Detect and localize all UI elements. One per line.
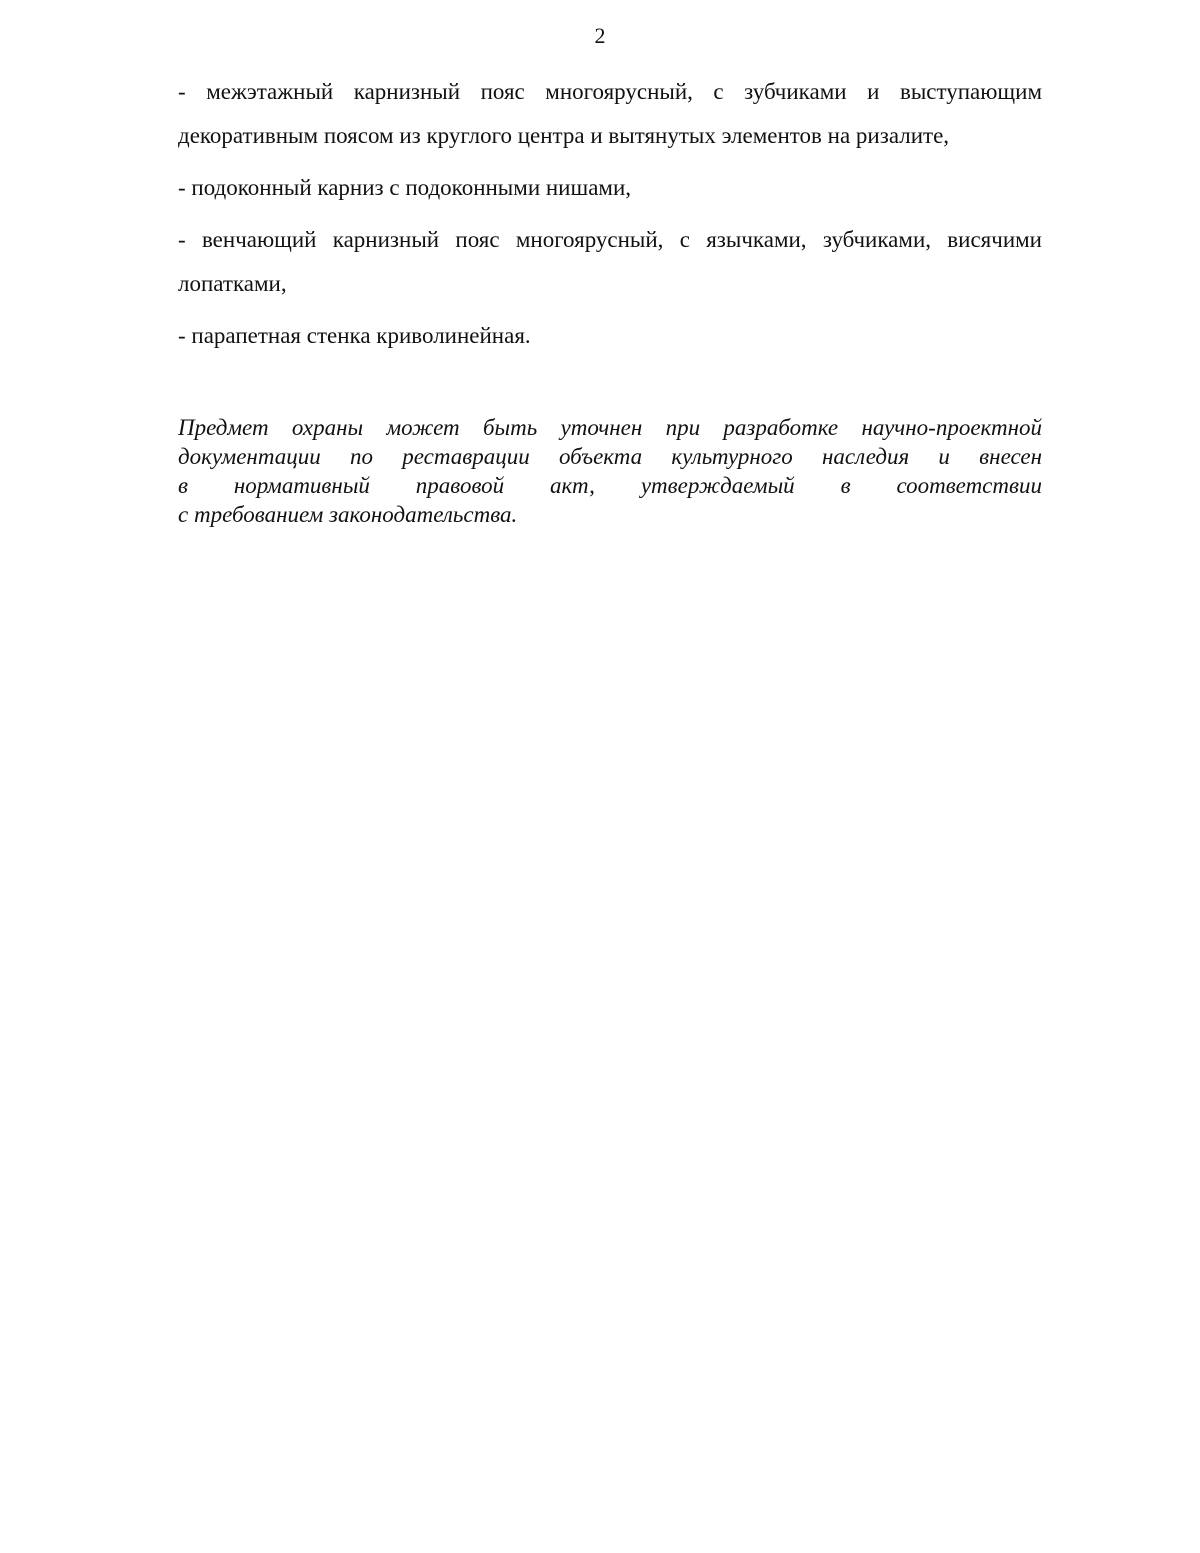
note-line: в нормативный правовой акт, утверждаемый в соответствии	[178, 473, 1042, 498]
note-line: Предмет охраны может быть уточнен при разработке научно-проектной	[178, 415, 1042, 440]
clarification-note	[178, 413, 1042, 529]
protection-subject-list	[178, 70, 1042, 366]
list-item-parapet-wall: - парапетная стенка криволинейная.	[178, 323, 531, 348]
list-item-crowning-cornice: - венчающий карнизный пояс многоярусный, с язычками, зубчиками, висячими лопатками,	[178, 227, 1042, 296]
note-line: с требованием законодательства.	[178, 502, 518, 527]
list-item-interfloor-cornice: - межэтажный карнизный пояс многоярусный, с зубчиками и выступающим декоративным поясом из круглого центра и вытянутых элементов на ризалите,	[178, 79, 1042, 148]
list-item-sill-cornice: - подоконный карниз с подоконными нишами,	[178, 175, 632, 200]
page-number: 2	[594, 23, 606, 48]
note-line: документации по реставрации объекта культурного наследия и внесен	[178, 444, 1042, 469]
